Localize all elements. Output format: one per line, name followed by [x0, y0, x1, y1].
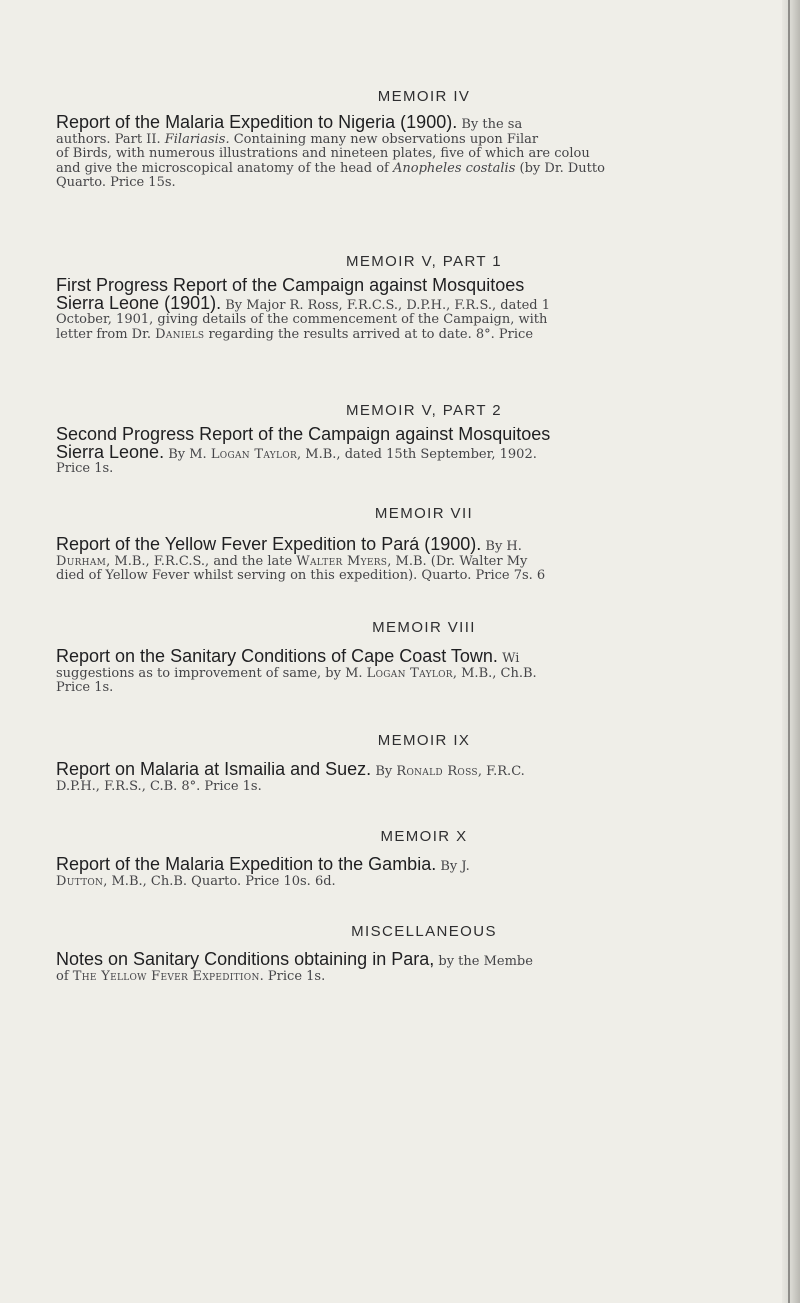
miscellaneous-price: . Price 1s.	[259, 968, 326, 984]
memoir-ix-price: D.P.H., F.R.S., C.B. 8°. Price 1s.	[56, 778, 262, 794]
memoir-viii-title: Report on the Sanitary Conditions of Cape Coast Town.	[56, 649, 498, 666]
memoir-v-part-1-text: By Major R. Ross, F.R.C.S., D.P.H., F.R.S., dated 1	[225, 297, 550, 313]
memoir-vii-text: , M.B. (Dr. Walter My	[387, 553, 528, 569]
memoir-viii-text: , M.B., Ch.B.	[452, 665, 537, 681]
memoir-v-part-1-entry	[56, 278, 792, 342]
miscellaneous-text: by the Membe	[438, 954, 533, 969]
memoir-iv-species: Anopheles costalis	[393, 160, 516, 176]
memoir-x-title: Report of the Malaria Expedition to the Gambia.	[56, 857, 437, 874]
memoir-vii-entry	[56, 537, 792, 584]
memoir-v-part-2-entry	[56, 427, 792, 477]
memoir-ix-entry	[56, 762, 792, 794]
memoir-ix-title: Report on Malaria at Ismailia and Suez.	[56, 762, 372, 779]
memoir-v-part-1-title-cont: Sierra Leone (1901).	[56, 292, 222, 313]
memoir-vii-title: Report of the Yellow Fever Expedition to Pará (1900).	[56, 537, 482, 554]
memoir-ix-text: , F.R.C.	[477, 764, 525, 779]
memoir-iv-text: (by Dr. Dutto	[519, 160, 605, 176]
miscellaneous-author: The Yellow Fever Expedition	[72, 968, 260, 984]
memoir-iv-subtitle: Filariasis.	[164, 131, 230, 147]
memoir-vii-text: , M.B., F.R.C.S., and the late	[106, 553, 293, 569]
memoir-x-entry	[56, 857, 792, 889]
memoir-v-part-1-author: Daniels	[155, 326, 205, 342]
miscellaneous-entry	[56, 952, 792, 984]
memoir-vii-heading: MEMOIR VII	[374, 505, 474, 522]
memoir-v-part-2-title: Second Progress Report of the Campaign against Mosquitoes	[56, 427, 551, 444]
memoir-iv-price: Quarto. Price 15s.	[56, 175, 176, 190]
memoir-viii-text: suggestions as to improvement of same, by M.	[56, 665, 363, 681]
memoir-x-text: By J.	[440, 859, 470, 874]
memoir-iv-text: of Birds, with numerous illustrations and nineteen plates, five of which are colou	[56, 146, 590, 161]
memoir-v-part-1-title: First Progress Report of the Campaign against Mosquitoes	[56, 278, 525, 295]
memoir-vii-author: Durham	[56, 553, 107, 569]
memoir-ix-heading: MEMOIR IX	[377, 732, 471, 749]
memoir-v-part-1-text: October, 1901, giving details of the commencement of the Campaign, with	[56, 312, 548, 327]
memoir-ix-author: Ronald Ross	[396, 764, 478, 779]
memoir-v-part-2-text: , M.B., dated 15th September, 1902.	[297, 446, 537, 462]
memoir-ix-text: By	[375, 764, 393, 779]
memoir-iv-heading: MEMOIR IV	[377, 88, 471, 105]
memoir-v-part-1-text: letter from Dr.	[56, 326, 151, 342]
miscellaneous-title: Notes on Sanitary Conditions obtaining in Para,	[56, 952, 435, 969]
memoir-v-part-1-heading: MEMOIR V, PART 1	[345, 253, 503, 270]
memoir-iv-title: Report of the Malaria Expedition to Nigeria (1900).	[56, 115, 458, 132]
memoir-v-part-2-title-cont: Sierra Leone.	[56, 441, 165, 462]
memoir-v-part-1-price: regarding the results arrived at to date. 8°. Price	[208, 326, 534, 342]
memoir-vii-author: Walter Myers	[296, 553, 388, 569]
memoir-viii-heading: MEMOIR VIII	[372, 619, 476, 636]
memoir-v-part-2-author: Logan Taylor	[210, 446, 298, 462]
memoir-iv-authors: By the sa	[461, 117, 523, 132]
memoir-iv-text: and give the microscopical anatomy of the head of	[56, 160, 389, 176]
memoir-x-heading: MEMOIR X	[380, 828, 468, 845]
memoir-viii-entry	[56, 649, 792, 696]
memoir-iv-text: Containing many new observations upon Filar	[233, 131, 539, 147]
memoir-vii-authors: By H.	[485, 539, 522, 554]
miscellaneous-text: of	[56, 968, 69, 984]
memoir-iv-text: authors. Part II.	[56, 131, 161, 147]
memoir-vii-price: died of Yellow Fever whilst serving on this expedition). Quarto. Price 7s. 6	[56, 568, 546, 583]
memoir-viii-author: Logan Taylor	[366, 665, 453, 681]
memoir-x-price: , M.B., Ch.B. Quarto. Price 10s. 6d.	[103, 873, 336, 889]
memoir-iv-entry	[56, 115, 792, 191]
memoir-viii-text: Wi	[502, 651, 520, 666]
miscellaneous-heading: MISCELLANEOUS	[351, 923, 497, 940]
memoir-x-author: Dutton	[56, 873, 104, 889]
memoir-viii-price: Price 1s.	[56, 680, 114, 695]
memoir-v-part-2-price: Price 1s.	[56, 461, 114, 476]
memoir-v-part-2-text: By M.	[168, 446, 207, 462]
memoir-v-part-2-heading: MEMOIR V, PART 2	[345, 402, 503, 419]
